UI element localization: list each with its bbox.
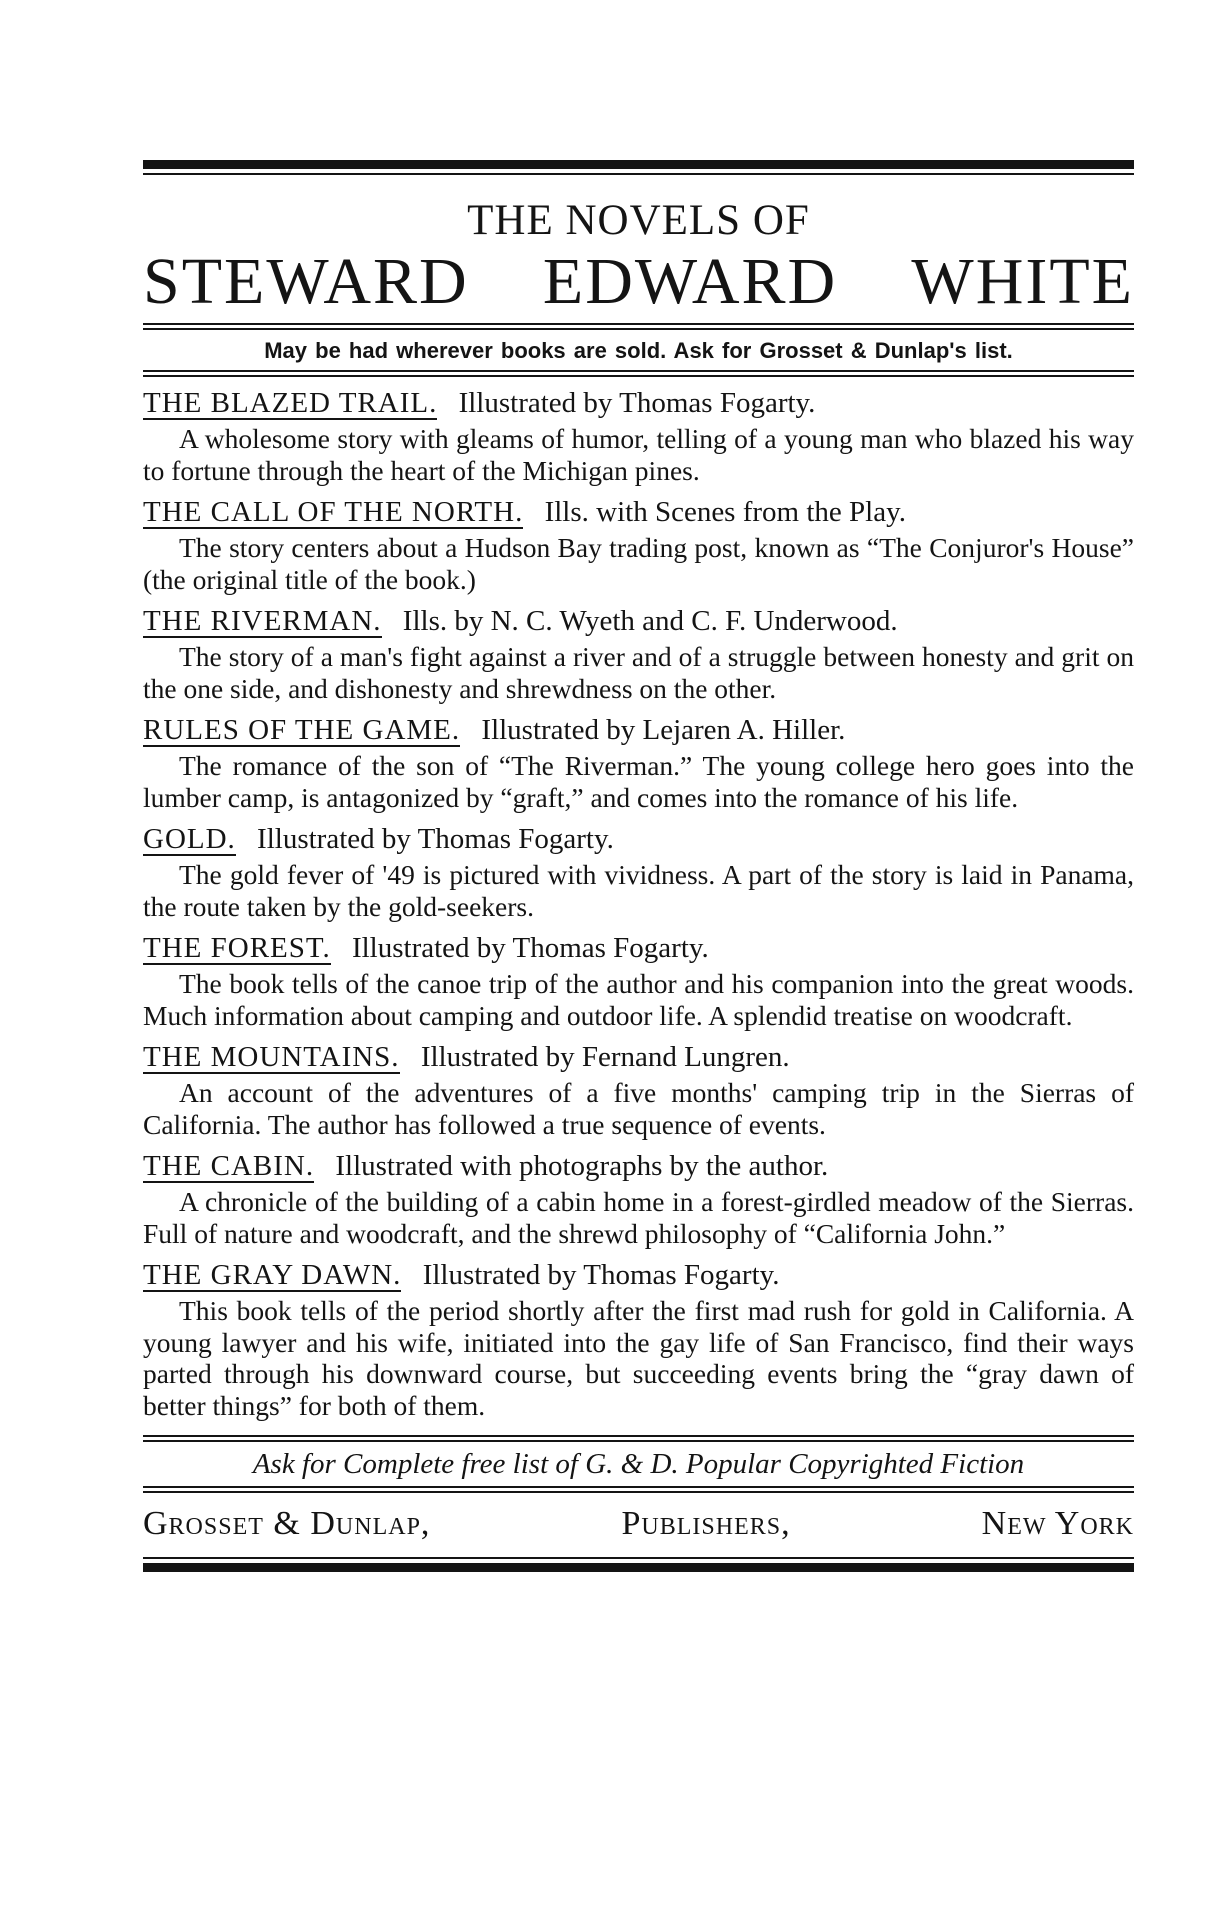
series-title: THE NOVELS OF [467,197,810,244]
book-title: THE CABIN. [143,1150,315,1182]
book-entry [143,494,1134,595]
book-description: This book tells of the period shortly after the first mad rush for gold in California. A young lawyer and his wife, initiated into the gay life of San Francisco, find their ways parted through his downward course, but succeeding events bring the “gray dawn of better things” for both of them. [143,1295,1134,1421]
author-name [143,247,1134,317]
book-entry [143,1148,1134,1249]
book-title: THE GRAY DAWN. [143,1259,402,1291]
advertisement-page [143,160,1134,1572]
book-description: A wholesome story with gleams of humor, telling of a young man who blazed his way to fortune through the heart of the Michigan pines. [143,423,1134,486]
book-credit: Illustrated with photographs by the author. [335,1150,829,1182]
header-double-rule [143,323,1134,330]
top-thick-rule [143,160,1134,169]
book-description: The romance of the son of “The Riverman.” The young college hero goes into the lumber camp, is antagonized by “graft,” and comes into the romance of his life. [143,750,1134,813]
book-title: GOLD. [143,823,236,855]
list-double-rule [143,370,1134,377]
book-description: The story centers about a Hudson Bay trading post, known as “The Conjuror's House” (the original title of the book.) [143,532,1134,595]
book-entry [143,1039,1134,1140]
book-description: An account of the adventures of a five months' camping trip in the Sierras of California. The author has followed a true sequence of events. [143,1077,1134,1140]
bottom-thin-rule [143,1557,1134,1559]
publisher-double-rule [143,1486,1134,1493]
top-thin-rule [143,173,1134,175]
complete-list-note: Ask for Complete free list of G. & D. Popular Copyrighted Fiction [252,1448,1025,1480]
book-description: A chronicle of the building of a cabin home in a forest-girdled meadow of the Sierras. Full of nature and woodcraft, and the shrewd philosophy of “California John.” [143,1186,1134,1249]
book-title: THE RIVERMAN. [143,605,382,637]
author-word-3: WHITE [911,245,1134,318]
book-title: THE FOREST. [143,932,331,964]
book-credit: Illustrated by Lejaren A. Hiller. [481,714,846,746]
footer-double-rule [143,1435,1134,1442]
book-list [143,385,1134,1421]
book-entry [143,603,1134,704]
book-entry [143,385,1134,486]
book-credit: Illustrated by Thomas Fogarty. [257,823,614,855]
bottom-thick-rule [143,1563,1134,1572]
publisher-name: Grosset & Dunlap, [143,1505,431,1542]
book-description: The story of a man's fight against a river and of a struggle between honesty and grit on the one side, and dishonesty and shrewdness on the other. [143,641,1134,704]
book-title: THE MOUNTAINS. [143,1041,400,1073]
book-entry [143,930,1134,1031]
book-title: RULES OF THE GAME. [143,714,461,746]
availability-note: May be had wherever books are sold. Ask for Grosset & Dunlap's list. [264,338,1013,363]
book-entry [143,712,1134,813]
book-credit: Illustrated by Thomas Fogarty. [458,387,816,419]
book-credit: Ills. by N. C. Wyeth and C. F. Underwood. [402,605,898,637]
book-credit: Illustrated by Fernand Lungren. [420,1041,790,1073]
book-credit: Illustrated by Thomas Fogarty. [422,1259,780,1291]
author-word-2: EDWARD [542,245,838,318]
book-title: THE BLAZED TRAIL. [143,387,438,419]
book-entry [143,1257,1134,1421]
book-description: The gold fever of '49 is pictured with vividness. A part of the story is laid in Panama, the route taken by the gold-seekers. [143,859,1134,922]
publisher-line [143,1499,1134,1549]
book-entry [143,821,1134,922]
book-description: The book tells of the canoe trip of the author and his companion into the great woods. Much information about camping and outdoor life. A splendid treatise on woodcraft. [143,968,1134,1031]
book-credit: Illustrated by Thomas Fogarty. [351,932,709,964]
publisher-city: New York [981,1505,1134,1542]
book-title: THE CALL OF THE NORTH. [143,496,524,528]
publisher-label: Publishers, [621,1505,791,1542]
book-credit: Ills. with Scenes from the Play. [544,496,906,528]
author-word-1: STEWARD [143,245,469,318]
